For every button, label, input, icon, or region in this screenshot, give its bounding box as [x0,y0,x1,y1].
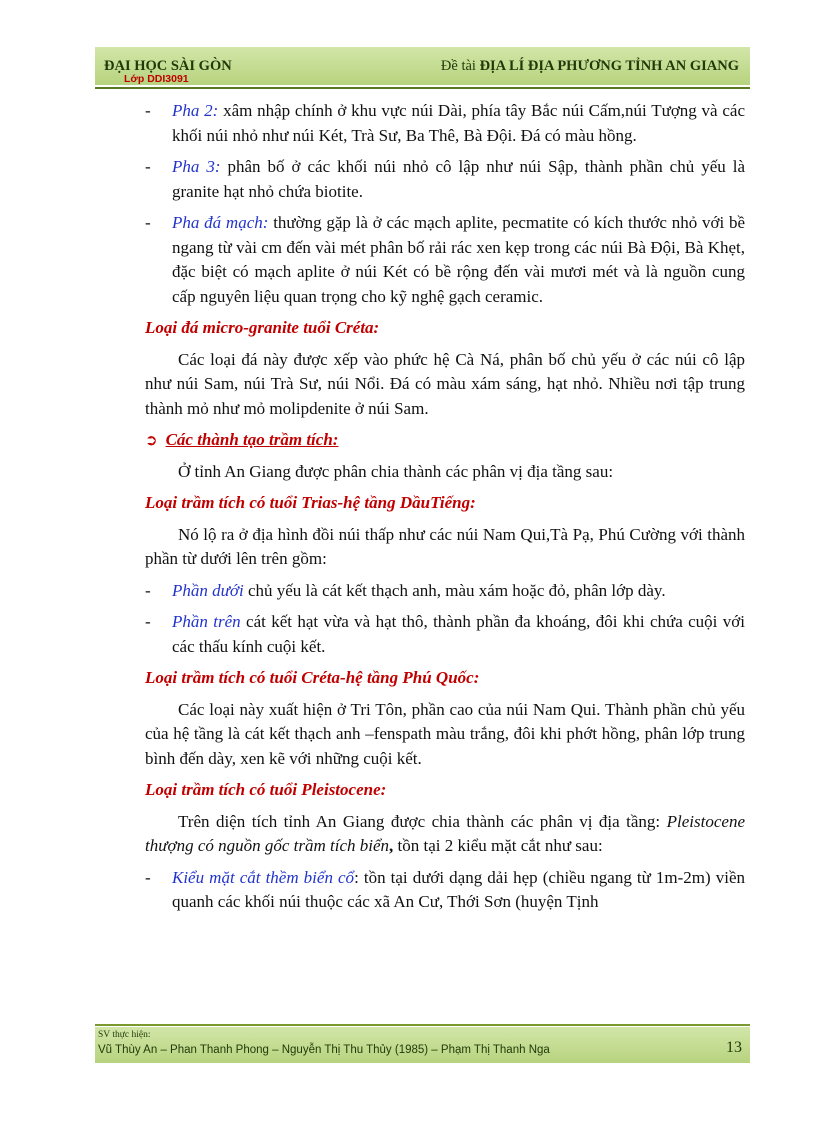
pha-da-mach-label: Pha đá mạch: [172,213,269,232]
paragraph-micro-granite: Các loại đá này được xếp vào phức hệ Cà Ná, phân bố chủ yếu ở các núi cô lập như núi Sam, núi Trà Sư, núi Nổi. Đá có màu xám sáng, hạt nhỏ. Nhiều nơi tập trung thành mỏ như mỏ molipdenite ở núi Sam. [145,349,745,418]
pleistocene-comma: , [389,836,394,855]
kieu-mat-cat-text: : tồn tại dưới dạng dải hẹp (chiều ngang từ 1m-2m) viền quanh các khối núi thuộc các xã An Cư, Thới Sơn (huyện Tịnh [172,867,745,911]
arrow-right-icon: ➲ [145,431,158,449]
phan-duoi-text: chủ yếu là cát kết thạch anh, màu xám hoặc đỏ, phân lớp dày. [243,580,666,600]
page-content [145,99,745,922]
heading-pleistocene: Loại trầm tích có tuổi Pleistocene: [145,780,387,799]
pha-2-text: xâm nhập chính ở khu vực núi Dài, phía tây Bắc núi Cấm,núi Tượng và các khối núi nhỏ như núi Két, Trà Sư, Ba Thê, Bà Đội. Đá có màu hồng. [172,101,745,145]
bullet-pha-da-mach [145,211,745,309]
section-tram-tich [145,428,745,453]
footer-sv-label: SV thực hiện: [98,1030,151,1040]
paragraph-trias: Nó lộ ra ở địa hình đồi núi thấp như các núi Nam Qui,Tà Pạ, Phú Cường với thành phần từ dưới lên trên gồm: [145,524,745,568]
paragraph-pleistocene [145,810,745,859]
bullet-pha-3 [145,155,745,204]
pleistocene-italic: Pleistocene thượng có nguồn gốc trầm tích biển [145,811,745,855]
page-number: 13 [726,1039,742,1056]
bullet-phan-duoi [145,579,745,604]
bullet-kieu-mat-cat [145,866,745,915]
class-code: Lớp DDI3091 [124,73,189,85]
phan-tren-text: cát kết hạt vừa và hạt thô, thành phần đa khoáng, đôi khi chứa cuội với các thấu kính cuội kết. [172,612,745,656]
pha-da-mach-text: thường gặp là ở các mạch aplite, pecmatite có kích thước nhỏ với bề ngang từ vài cm đến vài mét phân bố rải rác xen kẹp trong các núi Bà Đội, Bà Khẹt, đặc biệt có mạch aplite ở núi Két có bề rộng đến vài mươi mét và là nguồn cung cấp nguyên liệu quan trọng cho kỹ nghệ gạch ceramic. [172,213,746,306]
pha-3-text: phân bố ở các khối núi nhỏ cô lập như núi Sập, thành phần chủ yếu là granite hạt nhỏ chứa biotite. [172,157,745,201]
topic-title [441,58,739,75]
paragraph-intro: Ở tỉnh An Giang được phân chia thành các phân vị địa tầng sau: [178,461,614,481]
university-name: ĐẠI HỌC SÀI GÒN [104,58,232,74]
topic-name: ĐỊA LÍ ĐỊA PHƯƠNG TỈNH AN GIANG [479,58,739,74]
phan-duoi-label: Phần dưới [172,580,244,600]
paragraph-creta: Các loại này xuất hiện ở Tri Tôn, phần cao của núi Nam Qui. Thành phần chủ yếu của hệ tầng là cát kết thạch anh –fenspath màu trắng, đôi khi phớt hồng, phân lớp trung bình đến dày, xen kẽ với những cuội kết. [145,699,745,768]
footer-authors: Vũ Thùy An – Phan Thanh Phong – Nguyễn Thị Thu Thủy (1985) – Phạm Thị Thanh Nga [98,1044,550,1056]
pha-2-label: Pha 2: [172,101,219,120]
heading-micro-granite: Loại đá micro-granite tuổi Créta: [145,318,380,337]
section-tram-tich-label: Các thành tạo trầm tích: [165,430,339,449]
pleistocene-text-2: tồn tại 2 kiểu mặt cắt như sau: [393,836,603,855]
heading-creta: Loại trầm tích có tuổi Créta-hệ tầng Phú Quốc: [145,668,480,687]
bullet-phan-tren [145,610,745,659]
pha-3-label: Pha 3: [172,157,221,176]
header-rule [95,87,750,89]
footer-rule [95,1024,750,1026]
topic-prefix: Đề tài [440,58,480,74]
bullet-pha-2 [145,99,745,148]
heading-trias: Loại trầm tích có tuổi Trias-hệ tầng DầuTiếng: [145,493,476,512]
phan-tren-label: Phần trên [172,612,241,631]
kieu-mat-cat-label: Kiểu mặt cắt thềm biển cổ [172,867,355,887]
pleistocene-text-1: Trên diện tích tỉnh An Giang được chia thành các phân vị địa tầng: [178,811,667,831]
